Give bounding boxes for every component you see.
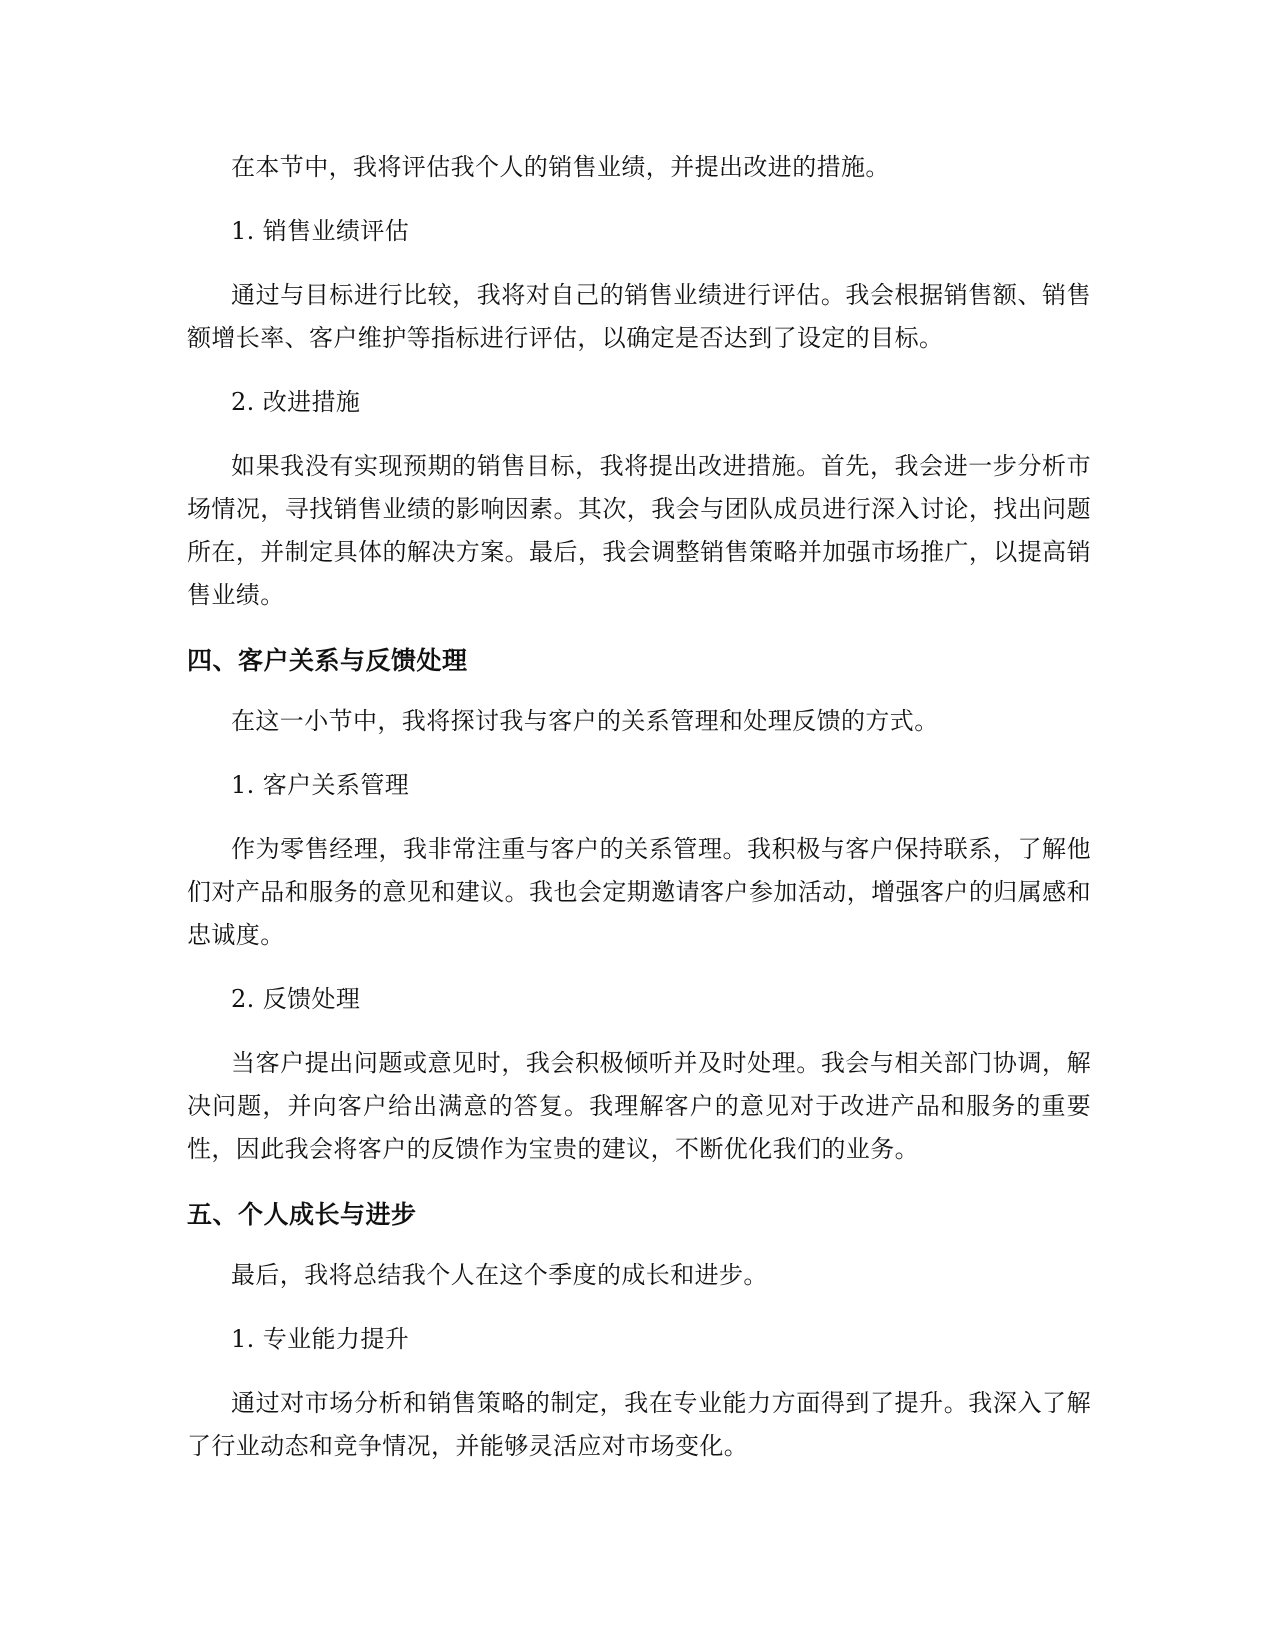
list-item-professional-skills: 1. 专业能力提升	[231, 1325, 410, 1353]
document-body	[187, 146, 1091, 1489]
paragraph-sales-evaluation: 通过与目标进行比较，我将对自己的销售业绩进行评估。我会根据销售额、销售额增长率、客户维护等指标进行评估，以确定是否达到了设定的目标。	[187, 281, 1091, 352]
paragraph-improvement: 如果我没有实现预期的销售目标，我将提出改进措施。首先，我会进一步分析市场情况，寻找销售业绩的影响因素。其次，我会与团队成员进行深入讨论，找出问题所在，并制定具体的解决方案。最后，我会调整销售策略并加强市场推广，以提高销售业绩。	[187, 452, 1091, 609]
list-item-sales-evaluation: 1. 销售业绩评估	[231, 217, 410, 245]
list-item-customer-relationship: 1. 客户关系管理	[231, 771, 410, 799]
list-item-improvement: 2. 改进措施	[231, 388, 361, 416]
list-item-feedback: 2. 反馈处理	[231, 985, 361, 1013]
paragraph-section5-intro: 最后，我将总结我个人在这个季度的成长和进步。	[231, 1261, 768, 1289]
section-heading-customer-relations: 四、客户关系与反馈处理	[187, 646, 468, 675]
paragraph-professional-skills: 通过对市场分析和销售策略的制定，我在专业能力方面得到了提升。我深入了解了行业动态和竞争情况，并能够灵活应对市场变化。	[187, 1389, 1091, 1460]
paragraph-customer-relationship: 作为零售经理，我非常注重与客户的关系管理。我积极与客户保持联系，了解他们对产品和服务的意见和建议。我也会定期邀请客户参加活动，增强客户的归属感和忠诚度。	[187, 835, 1091, 949]
paragraph-intro: 在本节中，我将评估我个人的销售业绩，并提出改进的措施。	[231, 153, 890, 181]
paragraph-feedback: 当客户提出问题或意见时，我会积极倾听并及时处理。我会与相关部门协调，解决问题，并向客户给出满意的答复。我理解客户的意见对于改进产品和服务的重要性，因此我会将客户的反馈作为宝贵的建议，不断优化我们的业务。	[187, 1049, 1091, 1163]
paragraph-section4-intro: 在这一小节中，我将探讨我与客户的关系管理和处理反馈的方式。	[231, 707, 939, 735]
section-heading-personal-growth: 五、个人成长与进步	[187, 1200, 417, 1229]
